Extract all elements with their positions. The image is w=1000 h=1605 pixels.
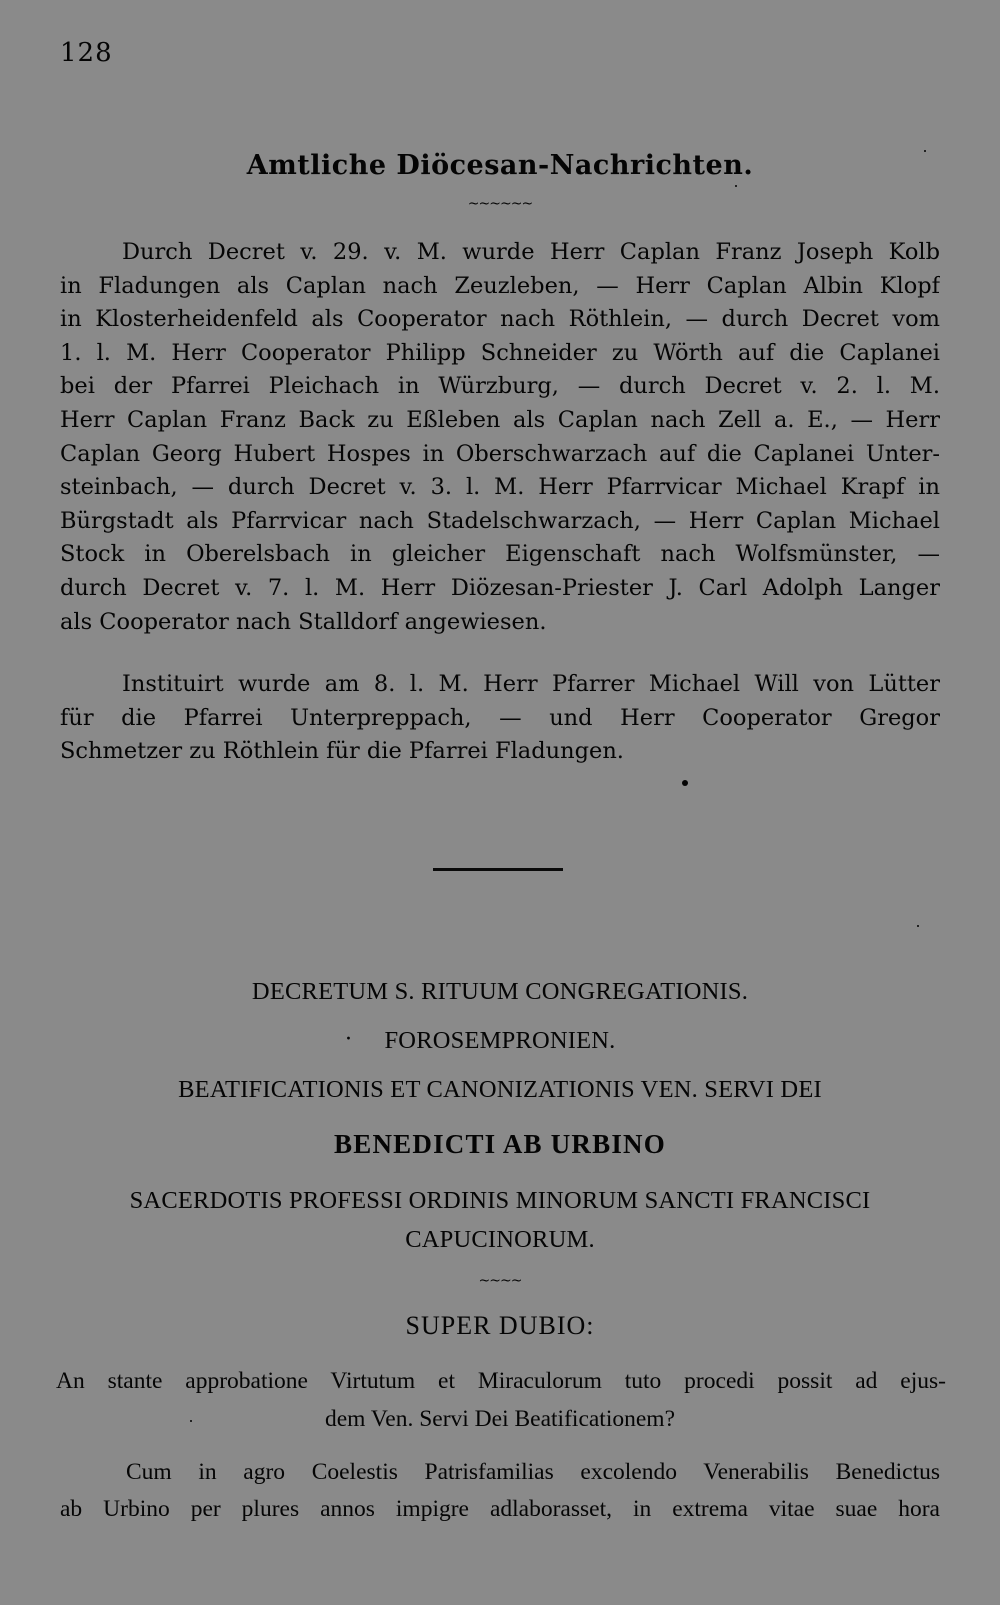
- paper-speck: [735, 185, 737, 187]
- paragraph-line: Caplan Georg Hubert Hospes in Oberschwarzach auf die Caplanei Unter-: [60, 440, 940, 467]
- paper-speck: [924, 150, 926, 152]
- paragraph-line: in Klosterheidenfeld als Cooperator nach Röthlein, — durch Decret vom: [60, 306, 940, 333]
- paragraph-line: Stock in Oberelsbach in gleicher Eigenschaft nach Wolfsmünster, —: [60, 541, 940, 568]
- paragraph-line: in Fladungen als Caplan nach Zeuzleben, — Herr Caplan Albin Klopf: [60, 272, 940, 299]
- body-line: ab Urbino per plures annos impigre adlaborasset, in extrema vitae suae hora: [60, 1496, 940, 1522]
- decree-subject-name: BENEDICTI AB URBINO: [334, 1129, 666, 1159]
- paragraph-line: als Cooperator nach Stalldorf angewiesen.: [60, 608, 547, 635]
- page-number: 128: [60, 38, 113, 68]
- question-line: dem Ven. Servi Dei Beatificationem?: [325, 1406, 675, 1432]
- super-dubio-heading: SUPER DUBIO:: [405, 1311, 595, 1340]
- decree-heading: DECRETUM S. RITUUM CONGREGATIONIS.: [251, 978, 749, 1005]
- paragraph-line: bei der Pfarrei Pleichach in Würzburg, — durch Decret v. 2. l. M.: [60, 373, 940, 400]
- stray-dot: [682, 780, 688, 786]
- paragraph-line: Instituirt wurde am 8. l. M. Herr Pfarrer Michael Will von Lütter: [122, 671, 940, 697]
- decree-order-line: SACERDOTIS PROFESSI ORDINIS MINORUM SANCTI FRANCISCI: [129, 1187, 871, 1214]
- paragraph-line: durch Decret v. 7. l. M. Herr Diözesan-Priester J. Carl Adolph Langer: [60, 574, 940, 601]
- paragraph-line: für die Pfarrei Unterpreppach, — und Herr Cooperator Gregor: [60, 704, 940, 731]
- body-line: Cum in agro Coelestis Patrisfamilias excolendo Venerabilis Benedictus: [126, 1459, 940, 1485]
- paragraph-line: Bürgstadt als Pfarrvicar nach Stadelschwarzach, — Herr Caplan Michael: [60, 507, 940, 534]
- paper-speck: [917, 925, 919, 927]
- paragraph-line: steinbach, — durch Decret v. 3. l. M. Herr Pfarrvicar Michael Krapf in: [60, 474, 940, 501]
- paper-speck: [190, 1420, 192, 1422]
- paragraph-line: Herr Caplan Franz Back zu Eßleben als Caplan nach Zell a. E., — Herr: [60, 406, 940, 433]
- paragraph-line: Schmetzer zu Röthlein für die Pfarrei Fladungen.: [60, 738, 624, 765]
- paragraph-line: 1. l. M. Herr Cooperator Philipp Schneider zu Wörth auf die Caplanei: [60, 339, 940, 366]
- bullet-mark: ·: [345, 1027, 352, 1052]
- ornament-divider: ~~~~~~: [467, 196, 533, 212]
- decree-cause: BEATIFICATIONIS ET CANONIZATIONIS VEN. SERVI DEI: [178, 1076, 822, 1103]
- question-line: An stante approbatione Virtutum et Miraculorum tuto procedi possit ad ejus-: [56, 1368, 946, 1394]
- decree-order-line: CAPUCINORUM.: [405, 1226, 595, 1253]
- paragraph-line: Durch Decret v. 29. v. M. wurde Herr Caplan Franz Joseph Kolb: [122, 239, 940, 265]
- decree-diocese: FOROSEMPRONIEN.: [384, 1027, 616, 1054]
- ornament-divider: ~~~~: [478, 1273, 522, 1289]
- section-title: Amtliche Diöcesan-Nachrichten.: [246, 150, 754, 181]
- decree-announcements-paragraph: [60, 236, 940, 639]
- section-divider-rule: [433, 868, 563, 871]
- institution-paragraph: [60, 668, 940, 769]
